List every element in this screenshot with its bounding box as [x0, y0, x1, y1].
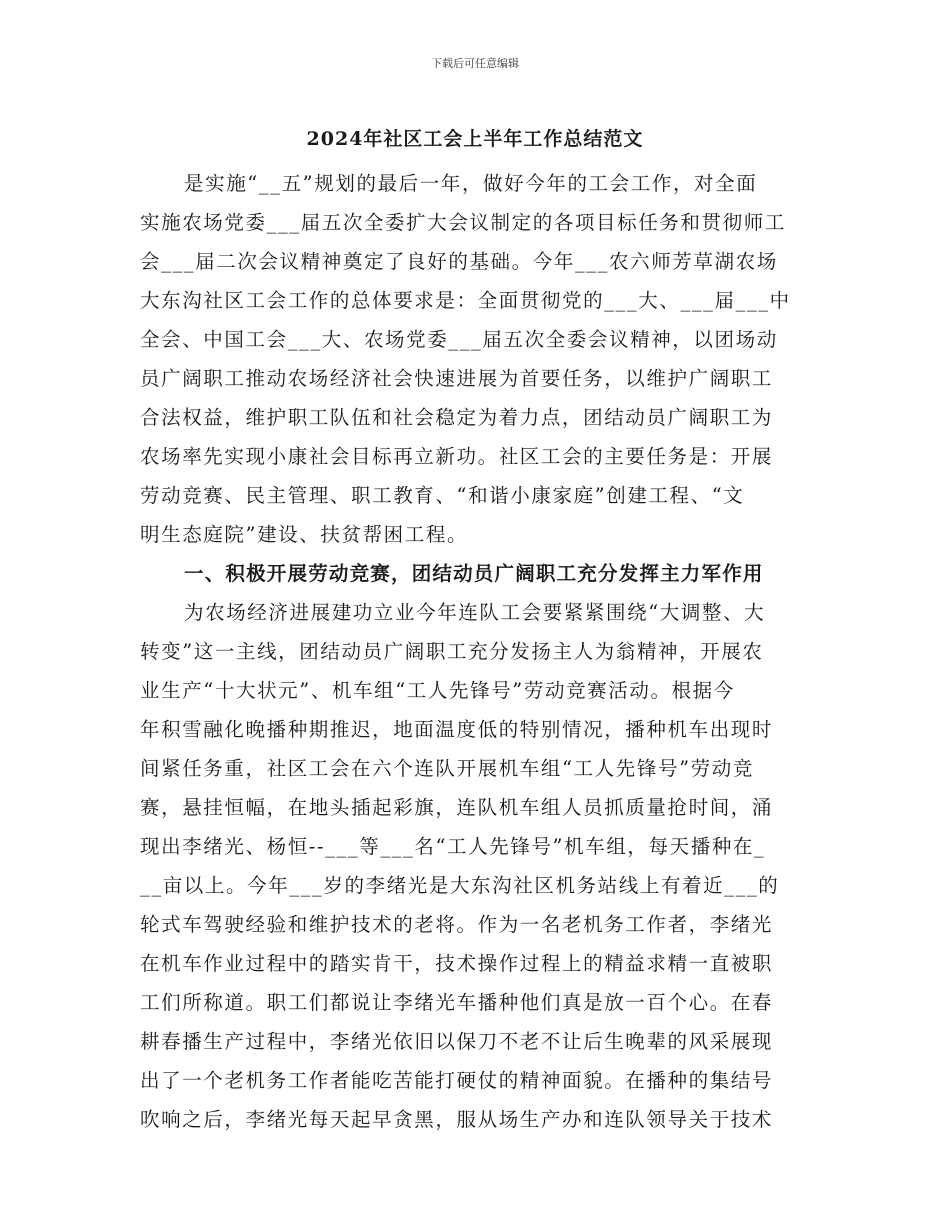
body-line: 合法权益，维护职工队伍和社会稳定为着力点，团结动员广阔职工为	[140, 406, 774, 429]
body-line: 间紧任务重，社区工会在六个连队开展机车组“工人先锋号”劳动竞	[140, 757, 754, 780]
body-line: 明生态庭院”建设、扶贫帮困工程。	[140, 523, 469, 546]
page-header-note: 下载后可任意编辑	[431, 57, 519, 70]
body-line: 工们所称道。职工们都说让李绪光车播种他们真是放一百个心。在春	[140, 991, 774, 1014]
body-line: 出了一个老机务工作者能吃苦能打硬仗的精神面貌。在播种的集结号	[140, 1069, 774, 1092]
section-heading: 一、积极开展劳动竞赛，团结动员广阔职工充分发挥主力军作用	[184, 562, 764, 585]
document-title: 2024年社区工会上半年工作总结范文	[306, 128, 644, 150]
body-line: 转变”这一主线，团结动员广阔职工充分发扬主人为翁精神，开展农	[140, 640, 764, 663]
body-line: 在机车作业过程中的踏实肯干，技术操作过程上的精益求精一直被职	[140, 952, 774, 975]
document-body	[140, 164, 812, 1139]
body-line: 年积雪融化晚播种期推迟，地面温度低的特别情况，播种机车出现时	[140, 718, 774, 741]
body-line: 业生产“十大状元”、机车组“工人先锋号”劳动竞赛活动。根据今	[140, 679, 735, 702]
body-line: __亩以上。今年___岁的李绪光是大东沟社区机务站线上有着近___的	[140, 874, 780, 897]
body-line: 现出李绪光、杨恒--___等___名“工人先锋号”机车组，每天播种在_	[140, 835, 766, 858]
body-line: 大东沟社区工会工作的总体要求是：全面贯彻党的___大、___届___中	[140, 289, 791, 312]
body-line: 轮式车驾驶经验和维护技术的老将。作为一名老机务工作者，李绪光	[140, 913, 774, 936]
body-line: 吹响之后，李绪光每天起早贪黑，服从场生产办和连队领导关于技术	[140, 1108, 774, 1131]
body-line: 员广阔职工推动农场经济社会快速进展为首要任务，以维护广阔职工	[140, 367, 774, 390]
body-line: 赛，悬挂恒幅，在地头插起彩旗，连队机车组人员抓质量抢时间，涌	[140, 796, 774, 819]
body-line: 为农场经济进展建功立业今年连队工会要紧紧围绕“大调整、大	[184, 601, 766, 624]
body-line: 农场率先实现小康社会目标再立新功。社区工会的主要任务是：开展	[140, 445, 774, 468]
body-line: 劳动竞赛、民主管理、职工教育、“和谐小康家庭”创建工程、“文	[140, 484, 745, 507]
body-line: 实施农场党委___届五次全委扩大会议制定的各项目标任务和贯彻师工	[140, 211, 786, 234]
body-line: 是实施“__五”规划的最后一年，做好今年的工会工作，对全面	[184, 172, 758, 195]
body-line: 全会、中国工会___大、农场党委___届五次全委会议精神，以团场动	[140, 328, 778, 351]
body-line: 耕春播生产过程中，李绪光依旧以保刀不老不让后生晚辈的风采展现	[140, 1030, 774, 1053]
body-line: 会___届二次会议精神奠定了良好的基础。今年___农六师芳草湖农场	[140, 250, 778, 273]
